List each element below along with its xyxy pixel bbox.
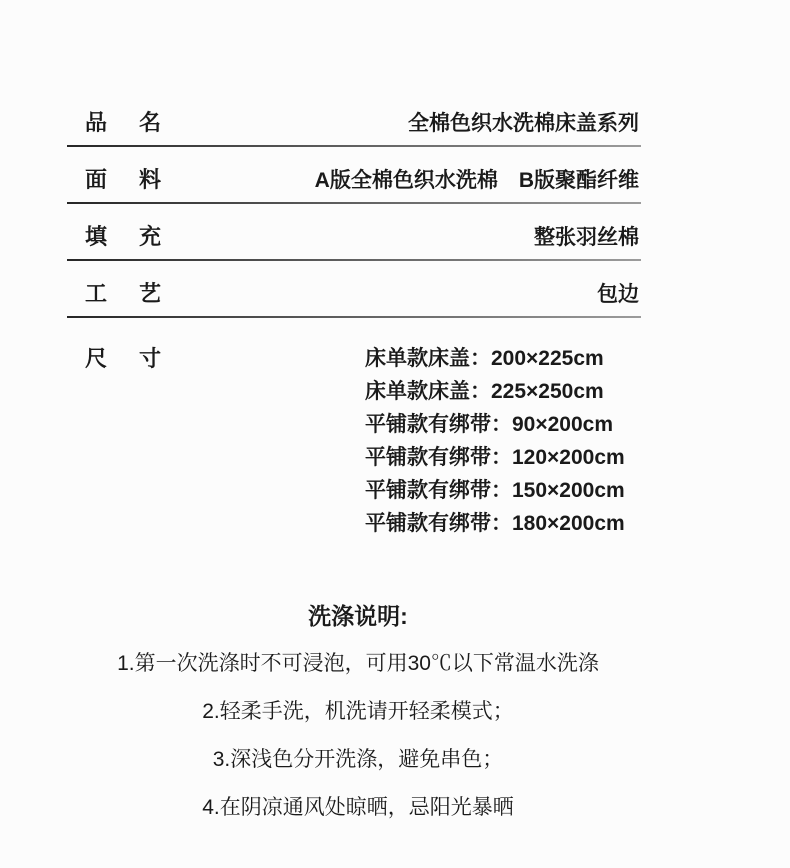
row-value-craft: 包边 xyxy=(597,283,639,306)
row-value-product-name: 全棉色织水洗棉床盖系列 xyxy=(408,112,639,135)
size-item: 平铺款有绑带：120×200cm xyxy=(365,446,625,469)
product-spec-sheet xyxy=(67,90,641,540)
spec-row-sizes xyxy=(67,318,641,540)
spec-row-craft xyxy=(67,261,641,318)
size-item: 平铺款有绑带：150×200cm xyxy=(365,479,625,502)
row-label-fabric: 面料 xyxy=(85,167,161,192)
washing-instruction: 3.深浅色分开洗涤，避免串色； xyxy=(212,748,504,771)
size-item: 床单款床盖：225×250cm xyxy=(365,380,604,403)
size-item: 床单款床盖：200×225cm xyxy=(365,347,604,370)
spec-row-product-name xyxy=(67,90,641,147)
washing-instruction: 1.第一次洗涤时不可浸泡，可用30℃以下常温水洗涤 xyxy=(117,652,599,675)
washing-instruction: 2.轻柔手洗，机洗请开轻柔模式； xyxy=(202,700,514,723)
washing-instructions xyxy=(0,600,716,832)
row-value-fabric: A版全棉色织水洗棉 B版聚酯纤维 xyxy=(314,169,639,192)
washing-instructions-title: 洗涤说明: xyxy=(308,603,408,629)
size-item: 平铺款有绑带：90×200cm xyxy=(365,413,614,436)
washing-instruction: 4.在阴凉通风处晾晒，忌阳光暴晒 xyxy=(202,796,514,819)
size-item: 平铺款有绑带：180×200cm xyxy=(365,512,625,535)
spec-table xyxy=(67,90,641,540)
row-label-sizes: 尺寸 xyxy=(85,346,161,371)
row-label-filling: 填充 xyxy=(85,224,161,249)
spec-row-filling xyxy=(67,204,641,261)
row-value-filling: 整张羽丝棉 xyxy=(534,226,639,249)
size-list xyxy=(365,342,625,540)
row-label-craft: 工艺 xyxy=(85,281,161,306)
row-label-product-name: 品名 xyxy=(85,110,161,135)
spec-row-fabric xyxy=(67,147,641,204)
